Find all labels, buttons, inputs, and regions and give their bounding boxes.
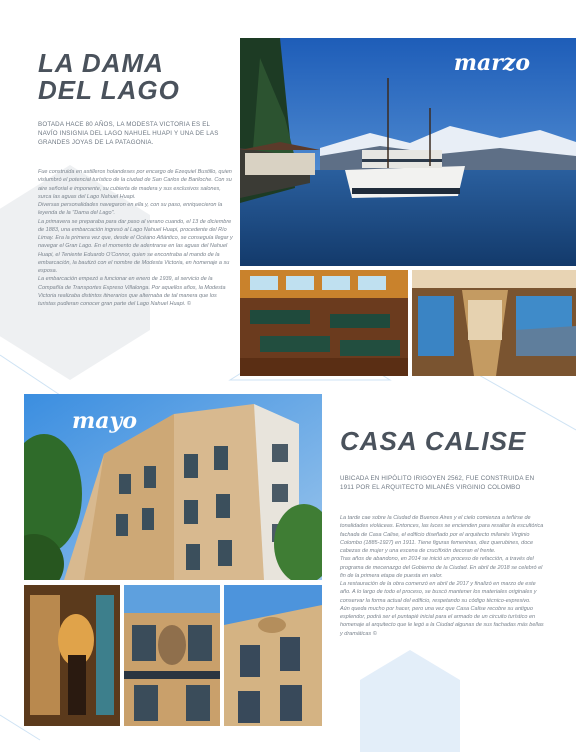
- calise-balcony-photo: [124, 585, 220, 726]
- lago-title: [38, 50, 180, 104]
- calise-title: CASA CALISE: [340, 426, 527, 456]
- calise-body-paragraph: Tras años de abandono, en 2014 se inició un proceso de refacción, a través del programa de mecenazgo del Gobierno de la Ciudad. En abril de 2018 se celebró el fin de la primera etapa de puesta en valor.: [340, 556, 543, 579]
- lago-month-label: marzo: [453, 50, 530, 76]
- calise-body: [340, 514, 546, 638]
- lago-body: [38, 168, 234, 308]
- calise-body-paragraph: La restauración de la obra comenzó en abril de 2017 y finalizó en marzo de este año. A lo largo de todo el proceso, se buscó mantener los materiales originales y conservar la forma actual del edificio, respetando su código técnico-expresivo.: [340, 581, 537, 604]
- lago-body-paragraph: Fue construida en astilleros holandeses por encargo de Ezequiel Bustillo, quien vislumbró el potencial turístico de la ciudad de San Carlos de Bariloche. Con su aire señorial e imponente, su cubierta de madera y sus exclusivos salones, surca las aguas del Lago Nahuel Huapi.: [38, 169, 232, 200]
- ship-corridor-photo: [412, 270, 576, 376]
- calise-month-label: mayo: [72, 408, 137, 434]
- lake-ship-photo: [240, 38, 576, 266]
- casa-calise-facade-photo: [24, 394, 322, 580]
- calise-body-paragraph: Aún queda mucho por hacer, pero una vez que Casa Calise recobre su antiguo esplendor, podrá ser el puntapié inicial para el armado de un circuito turístico en homenaje al arquitecto que le legó a la Ciudad algunas de sus fachadas más bellas y dramáticas ©: [340, 605, 544, 637]
- lago-body-paragraph: La embarcación empezó a funcionar en enero de 1939, al servicio de la Compañía de Transportes Expreso Villalonga. Por aquellos años, la Modesta Victoria realizaba distintos itinerarios que alternaba de tal manera que los turistas pudieran conocer gran parte del Lago Nahuel Huapi. ©: [38, 276, 226, 307]
- calise-lead: UBICADA EN HIPÓLITO IRIGOYEN 2562, FUE CONSTRUIDA EN 1911 POR EL ARQUITECTO MILANÉS VIRGINIO COLOMBO: [340, 475, 535, 492]
- calise-body-paragraph: La tarde cae sobre la Ciudad de Buenos Aires y el cielo comienza a teñirse de tonalidades violáceas. Entonces, las luces se encienden para resaltar la escultórica fachada de Casa Calise, el edificio diseñado por el arquitecto milanés Virginio Colombo (1885-1927) en 1911. Tiene figuras femeninas, diez querubines, doce cabezas de mujer y una escena de crucifixión decoran el frente.: [340, 515, 544, 554]
- lago-body-paragraph: Diversas personalidades navegaron en ella y, con su paso, enriquecieron la leyenda de la "Dama del Lago".: [38, 202, 223, 217]
- ship-salon-photo: [240, 270, 408, 376]
- lago-title-line2: DEL LAGO: [38, 75, 180, 105]
- calise-interior-photo: [24, 585, 120, 726]
- lago-lead: BOTADA HACE 80 AÑOS, LA MODESTA VICTORIA ES EL NAVÍO INSIGNIA DEL LAGO NAHUEL HUAPI Y UNA DE LAS GRANDES JOYAS DE LA PATAGONIA.: [38, 121, 219, 147]
- lago-title-line1: LA DAMA: [38, 48, 164, 78]
- calise-detail-photo: [224, 585, 322, 726]
- lago-body-paragraph: La primavera se preparaba para dar paso al verano cuando, el 13 de diciembre de 1883, una embarcación ingresó al Lago Nahuel Huapi, procedente del Río Limay. Era la primera vez que, desde el Océano Atlántico, se conseguía llegar y navegar el Gran Lago. En el momento de adentrarse en las aguas del Nahuel Huapi, el Teniente Eduardo O'Connor, quien se encontraba al mando de la embarcación, la bautizó con el nombre de Modesta Victoria, en homenaje a su esposa.: [38, 218, 233, 274]
